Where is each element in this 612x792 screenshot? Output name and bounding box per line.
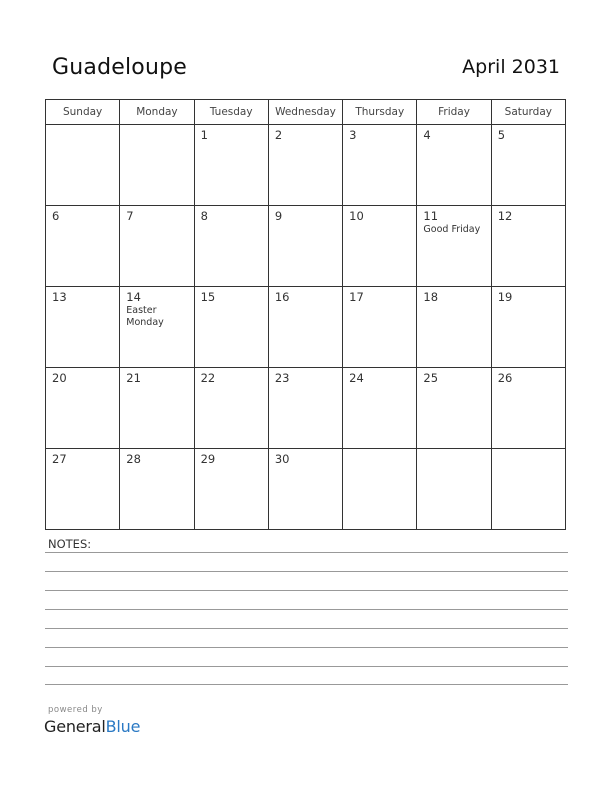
day-cell — [343, 287, 417, 368]
day-number: 10 — [349, 209, 364, 223]
holiday-label: Good Friday — [423, 224, 481, 235]
day-cell — [46, 206, 120, 287]
day-cell — [120, 206, 194, 287]
day-number: 11 — [423, 209, 439, 223]
weekday-monday: Monday — [120, 100, 194, 125]
weekday-saturday: Saturday — [491, 100, 565, 125]
note-line — [45, 628, 568, 629]
day-number: 20 — [52, 371, 67, 385]
day-cell — [491, 206, 565, 287]
day-number: 17 — [349, 290, 364, 304]
day-number: 22 — [200, 371, 216, 385]
day-number: 25 — [423, 371, 439, 385]
empty-day-cell — [417, 449, 491, 530]
day-number: 6 — [52, 209, 60, 223]
day-number: 16 — [274, 290, 290, 304]
calendar-grid — [45, 99, 566, 530]
week-row — [46, 368, 566, 449]
day-number: 13 — [52, 290, 67, 304]
day-cell — [417, 368, 491, 449]
day-cell — [194, 449, 268, 530]
generalblue-logo[interactable] — [44, 717, 140, 736]
day-cell — [417, 125, 491, 206]
weekday-header-row — [46, 100, 566, 125]
country-title: Guadeloupe — [52, 55, 187, 80]
day-cell — [120, 287, 194, 368]
day-number: 15 — [200, 290, 216, 304]
day-cell — [268, 449, 342, 530]
week-row — [46, 206, 566, 287]
note-line — [45, 684, 568, 685]
day-cell — [46, 449, 120, 530]
day-number: 24 — [349, 371, 364, 385]
day-cell — [417, 287, 491, 368]
day-cell — [194, 287, 268, 368]
empty-day-cell — [120, 125, 194, 206]
day-cell — [46, 368, 120, 449]
note-line — [45, 666, 568, 667]
week-row — [46, 125, 566, 206]
holiday-label: Easter Monday — [126, 305, 164, 328]
day-cell — [268, 368, 342, 449]
empty-day-cell — [46, 125, 120, 206]
note-line — [45, 552, 568, 553]
day-number: 4 — [423, 128, 431, 142]
day-number: 7 — [126, 209, 134, 223]
day-cell — [194, 125, 268, 206]
note-line — [45, 571, 568, 572]
day-cell — [343, 125, 417, 206]
day-number: 30 — [274, 452, 290, 466]
day-number: 18 — [423, 290, 439, 304]
day-cell — [343, 206, 417, 287]
brand-name-blue: Blue — [105, 717, 141, 736]
day-number: 23 — [274, 371, 290, 385]
day-cell — [120, 368, 194, 449]
note-line — [45, 647, 568, 648]
day-number: 12 — [497, 209, 513, 223]
day-number: 14 — [126, 290, 141, 304]
day-number: 1 — [200, 128, 208, 142]
weekday-friday: Friday — [417, 100, 491, 125]
weekday-tuesday: Tuesday — [194, 100, 268, 125]
day-cell — [491, 125, 565, 206]
day-number: 2 — [274, 128, 283, 142]
empty-day-cell — [343, 449, 417, 530]
day-cell — [268, 287, 342, 368]
week-row — [46, 449, 566, 530]
day-cell — [268, 125, 342, 206]
day-cell — [194, 368, 268, 449]
powered-by-label: powered by — [48, 705, 103, 715]
day-number: 19 — [497, 290, 513, 304]
notes-label: NOTES: — [48, 537, 92, 551]
day-number: 26 — [497, 371, 513, 385]
day-cell — [120, 449, 194, 530]
weekday-sunday: Sunday — [46, 100, 120, 125]
weekday-thursday: Thursday — [343, 100, 417, 125]
day-cell — [194, 206, 268, 287]
day-number: 3 — [349, 128, 357, 142]
day-cell — [46, 287, 120, 368]
day-cell — [491, 368, 565, 449]
calendar-body — [46, 125, 566, 530]
empty-day-cell — [491, 449, 565, 530]
day-cell — [417, 206, 491, 287]
brand-name-general: General — [44, 717, 106, 736]
weekday-wednesday: Wednesday — [268, 100, 342, 125]
day-number: 5 — [497, 128, 506, 142]
day-cell — [343, 368, 417, 449]
day-cell — [491, 287, 565, 368]
day-number: 29 — [200, 452, 216, 466]
note-line — [45, 590, 568, 591]
month-year-title: April 2031 — [462, 56, 560, 78]
note-line — [45, 609, 568, 610]
week-row — [46, 287, 566, 368]
day-cell — [268, 206, 342, 287]
day-number: 8 — [200, 209, 208, 223]
day-number: 21 — [126, 371, 141, 385]
day-number: 28 — [126, 452, 141, 466]
day-number: 9 — [274, 209, 283, 223]
day-number: 27 — [52, 452, 67, 466]
